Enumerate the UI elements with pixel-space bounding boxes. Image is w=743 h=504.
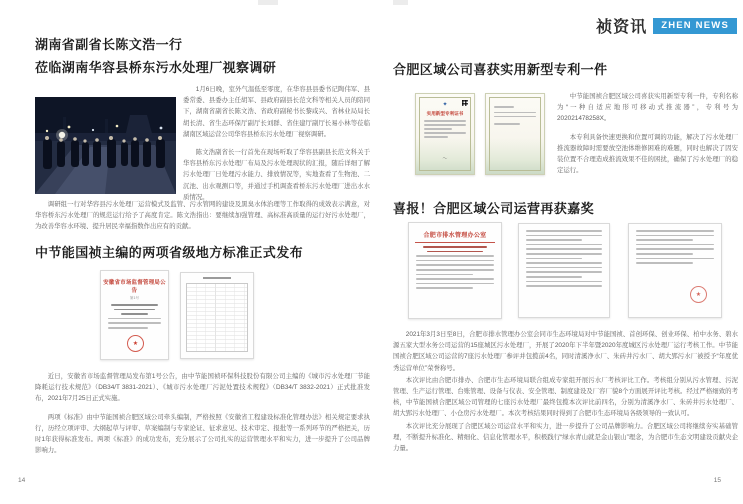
text-placeholder (526, 267, 602, 269)
text-placeholder (636, 253, 693, 255)
paragraph: 中节能国祯合肥区域公司喜获实用新型专利一件，专利名称为“一种自适应地形可移动式推流器”，专利号为202021478258X。 (557, 93, 738, 123)
article2-text-column (35, 371, 370, 463)
text-placeholder (636, 258, 714, 260)
paragraph: 两项《标准》由中节能国祯合肥区域公司牵头编制，严格按照《安徽省工程建设标准化管理办法》相关规定要求执行，历经立项评审、大纲起草与评审、草案编制与专家论证、征求意见、技术审定、报批等一系列环节的严格把关，历时1年获得标准发布。两项《标准》的成功发布，充分展示了公司扎实的运营管理水平和实力，进一步提升了公司品牌影响力。 (35, 413, 370, 455)
announcement-number: 第1号 (129, 296, 140, 300)
certificate-title: 实用新型专利证书 (426, 111, 464, 116)
text-placeholder (108, 327, 148, 329)
text-placeholder (636, 248, 714, 250)
text-placeholder (526, 235, 602, 237)
paragraph: 本次评比充分展现了合肥区域公司运营水平和实力，进一步提升了公司品牌影响力。合肥区域公司将继续夯实基础管理，不断提升标准化、精细化、信息化管理水平，积极践行“绿水青山就是金山银山”理念，为合肥市生态文明建设贡献央企力量。 (393, 422, 738, 453)
text-placeholder (108, 322, 161, 324)
page-number-right: 15 (713, 477, 721, 484)
article-title-text: 中节能国祯主编的两项省级地方标准正式发布 (35, 245, 304, 260)
text-placeholder (416, 264, 494, 266)
text-placeholder (416, 255, 494, 257)
text-placeholder (526, 285, 602, 287)
text-placeholder (526, 253, 602, 255)
red-rule (415, 242, 495, 243)
table-title-placeholder (203, 277, 232, 279)
article-title-text: 喜报！合肥区域公司运营再获嘉奖 (393, 201, 595, 216)
article-title-patent (393, 58, 607, 81)
seal-star-icon: ★ (695, 291, 702, 298)
seal-star-icon: ★ (132, 340, 139, 347)
notice-document-page2 (518, 223, 610, 318)
text-placeholder (636, 239, 693, 241)
masthead-badge: ZHEN NEWS (653, 18, 737, 34)
certificate-frame (489, 97, 541, 171)
notice-subject-placeholder (423, 246, 487, 248)
notice-subject-placeholder (427, 251, 482, 253)
patent-article-text-column (557, 91, 738, 183)
text-placeholder (526, 230, 602, 232)
scan-artifact (258, 0, 278, 5)
article-title-award (393, 197, 594, 220)
article-photo-night-site-visit (35, 97, 176, 194)
emblem-icon: ✦ (442, 102, 448, 108)
paragraph: 本次评比由合肥市排办、合肥市生态环境局联合组成专家组开展污水厂考核评比工作。考核组分别从污水管理、污泥管理、生产运行管理、台账管理、设备与仪表、安全管理、制度建设及厂容厂貌8个方面展开评比考核。经过严格细致的考核，中节能国祯合肥区域公司管理的七座污水处理厂最终包揽本次评比前四名，分别为清溪净水厂、朱砖井污水处理厂、胡大郢污水处理厂、小仓房污水处理厂。本次考核结果同时得到了合肥市生态环境局各级领导的一致认可。 (393, 376, 738, 418)
masthead (596, 14, 737, 37)
standards-table-document (180, 272, 254, 359)
article-title-text: 合肥区域公司喜获实用新型专利一件 (393, 62, 608, 77)
table-body-placeholder (186, 283, 248, 352)
paragraph: 2021年3月3日至8日，合肥市排水管理办公室会同市生态环境局对中节能国祯、首创环保、创业环保、柏中水务、碧水源五家大型水务公司运营的15座城区污水处理厂，开展了2020年下半年暨2020年度城区污水处理厂运行考核工作。中节能国祯合肥区域公司运营的7座污水处理厂参评并包揽前4名，同时清溪净水厂、朱砖井污水厂、胡大郢污水厂被授予“年度优秀运营单位”荣誉称号。 (393, 331, 738, 372)
masthead-brand: 祯资讯 (596, 19, 648, 36)
text-placeholder (121, 313, 148, 315)
patent-certificate-1 (415, 93, 475, 175)
paragraph: 陈文浩副省长一行首先在现场听取了华容县副县长范文科关于华容县桥东污水处理厂布局及污水处理现状的汇报，随后详细了解污水处理厂日处理污水能力、排放情况等，实地查看了生物池、二沉池、出水观测口等，并通过手机调查看桥东污水处理厂进出水水质情况。 (183, 149, 370, 201)
article-title-line1: 湖南省副省长陈文浩一行 (35, 37, 183, 52)
text-placeholder (114, 309, 154, 311)
official-seal-icon (127, 335, 144, 352)
text-placeholder (526, 276, 582, 278)
text-placeholder (636, 230, 714, 232)
announcement-document (100, 270, 169, 360)
text-placeholder (111, 304, 158, 306)
article-title-hunan-visit (35, 33, 276, 79)
text-placeholder (416, 278, 494, 280)
paragraph: 调研组一行对华容县污水处理厂运营模式及监管、污水管网的建设及黑臭水体治理等工作取得的成效表示满意，对华容桥东污水处理厂的规范运行给予了高度肯定。陈文浩指出：要继续加强管理、高标准高质量的运行好污水处理厂，为改善华容水环境、提升居民幸福指数作出应有的贡献。 (35, 201, 370, 231)
announcement-title: 安徽省市场监督管理局公告 (103, 280, 166, 294)
text-placeholder (416, 260, 494, 262)
notice-document-page1 (408, 222, 502, 319)
scan-artifact (393, 0, 408, 5)
article-title-line2: 莅临湖南华容县桥东污水处理厂视察调研 (35, 60, 277, 75)
text-placeholder (108, 318, 161, 320)
article-title-standards-release (35, 241, 303, 264)
official-seal-icon (690, 286, 707, 303)
notice-header: 合肥市排水管理办公室 (423, 233, 487, 239)
award-article-text-column (393, 329, 738, 461)
paragraph: 本专利具备快速更换和位置可调的功能，解决了污水处理厂推流器故障时需要放空池体维修困难的难题，同时也解决了因安装位置不合理造成推流效果不佳的困扰，确保了污水处理厂的稳定运行。 (557, 133, 738, 175)
patent-certificate-2 (485, 93, 545, 175)
night-photo-illustration (35, 97, 176, 194)
text-placeholder (636, 262, 693, 264)
paragraph: 1月6日晚，室外气温低至零度，在华容县县委书记陶伟军、县委常委、县委办主任胡军、县政府副县长范文科等相关人员的陪同下，湖南省副省长陈文浩、省政府副秘书长黎咸兴、省林业局局长胡长清、省生态环保厅副厅长刘群、省住建厅副厅长易小林等莅临湖南区域运营公司华容县桥东污水处理厂视察调研。 (183, 86, 370, 138)
text-placeholder (526, 239, 582, 241)
text-placeholder (636, 244, 714, 246)
text-placeholder (416, 287, 473, 289)
text-placeholder (526, 244, 602, 246)
text-placeholder (526, 258, 582, 260)
article1-text-column (183, 84, 370, 210)
notice-document-page3 (628, 223, 722, 318)
text-placeholder (416, 274, 473, 276)
text-placeholder (416, 269, 494, 271)
paragraph: 近日，安徽省市场监督管理局发布第1号公告，由中节能国祯环保科技股份有限公司主编的《城市污水处理厂节能降耗运行技术规范》（DB34/T 3831-2021）、《城市污水处理厂污泥处置技术规程》（DB34/T 3832-2021）正式批准发布，2021年7月25日正式实施。 (35, 373, 370, 403)
text-placeholder (526, 248, 602, 250)
text-placeholder (526, 262, 602, 264)
article1-closing-paragraph (35, 199, 370, 240)
page-number-left: 14 (18, 477, 26, 484)
text-placeholder (416, 283, 494, 285)
signature-mark: 〜 (442, 156, 448, 162)
text-placeholder (526, 281, 602, 283)
text-placeholder (636, 235, 714, 237)
text-placeholder (526, 271, 602, 273)
